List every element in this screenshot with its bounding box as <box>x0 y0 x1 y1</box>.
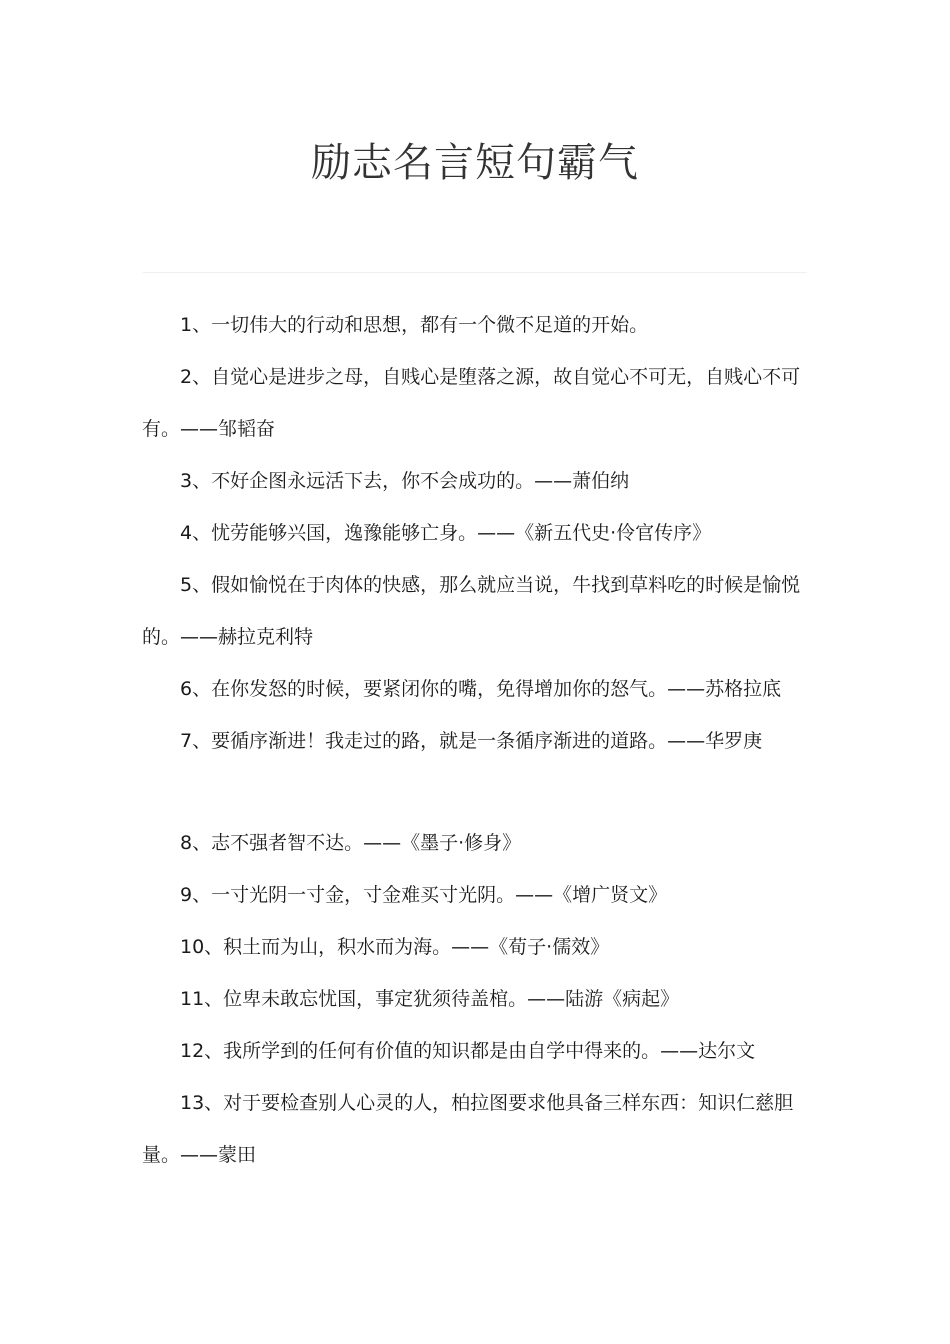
quote-2-continued: 有。——邹韬奋 <box>142 418 276 440</box>
quote-2: 2、自觉心是进步之母，自贱心是堕落之源，故自觉心不可无，自贱心不可 <box>180 366 801 388</box>
quote-5: 5、假如愉悦在于肉体的快感，那么就应当说，牛找到草料吃的时候是愉悦 <box>180 574 801 596</box>
quote-3: 3、不好企图永远活下去，你不会成功的。——萧伯纳 <box>180 470 630 492</box>
quote-8: 8、志不强者智不达。——《墨子·修身》 <box>180 832 522 854</box>
quote-4: 4、忧劳能够兴国，逸豫能够亡身。——《新五代史·伶官传序》 <box>180 522 712 544</box>
quote-13-continued: 量。——蒙田 <box>142 1144 257 1166</box>
quote-7: 7、要循序渐进！我走过的路，就是一条循序渐进的道路。——华罗庚 <box>180 730 763 752</box>
quote-13: 13、对于要检查别人心灵的人，柏拉图要求他具备三样东西：知识仁慈胆 <box>180 1092 794 1114</box>
quote-5-continued: 的。——赫拉克利特 <box>142 626 314 648</box>
quote-6: 6、在你发怒的时候，要紧闭你的嘴，免得增加你的怒气。——苏格拉底 <box>180 678 782 700</box>
quote-11: 11、位卑未敢忘忧国，事定犹须待盖棺。——陆游《病起》 <box>180 988 680 1010</box>
quote-12: 12、我所学到的任何有价值的知识都是由自学中得来的。——达尔文 <box>180 1040 756 1062</box>
title-divider <box>143 272 807 273</box>
page-title: 励志名言短句霸气 <box>311 140 639 186</box>
quote-9: 9、一寸光阴一寸金，寸金难买寸光阴。——《增广贤文》 <box>180 884 668 906</box>
quote-1: 1、一切伟大的行动和思想，都有一个微不足道的开始。 <box>180 314 649 336</box>
quote-10: 10、积土而为山，积水而为海。——《荀子·儒效》 <box>180 936 610 958</box>
